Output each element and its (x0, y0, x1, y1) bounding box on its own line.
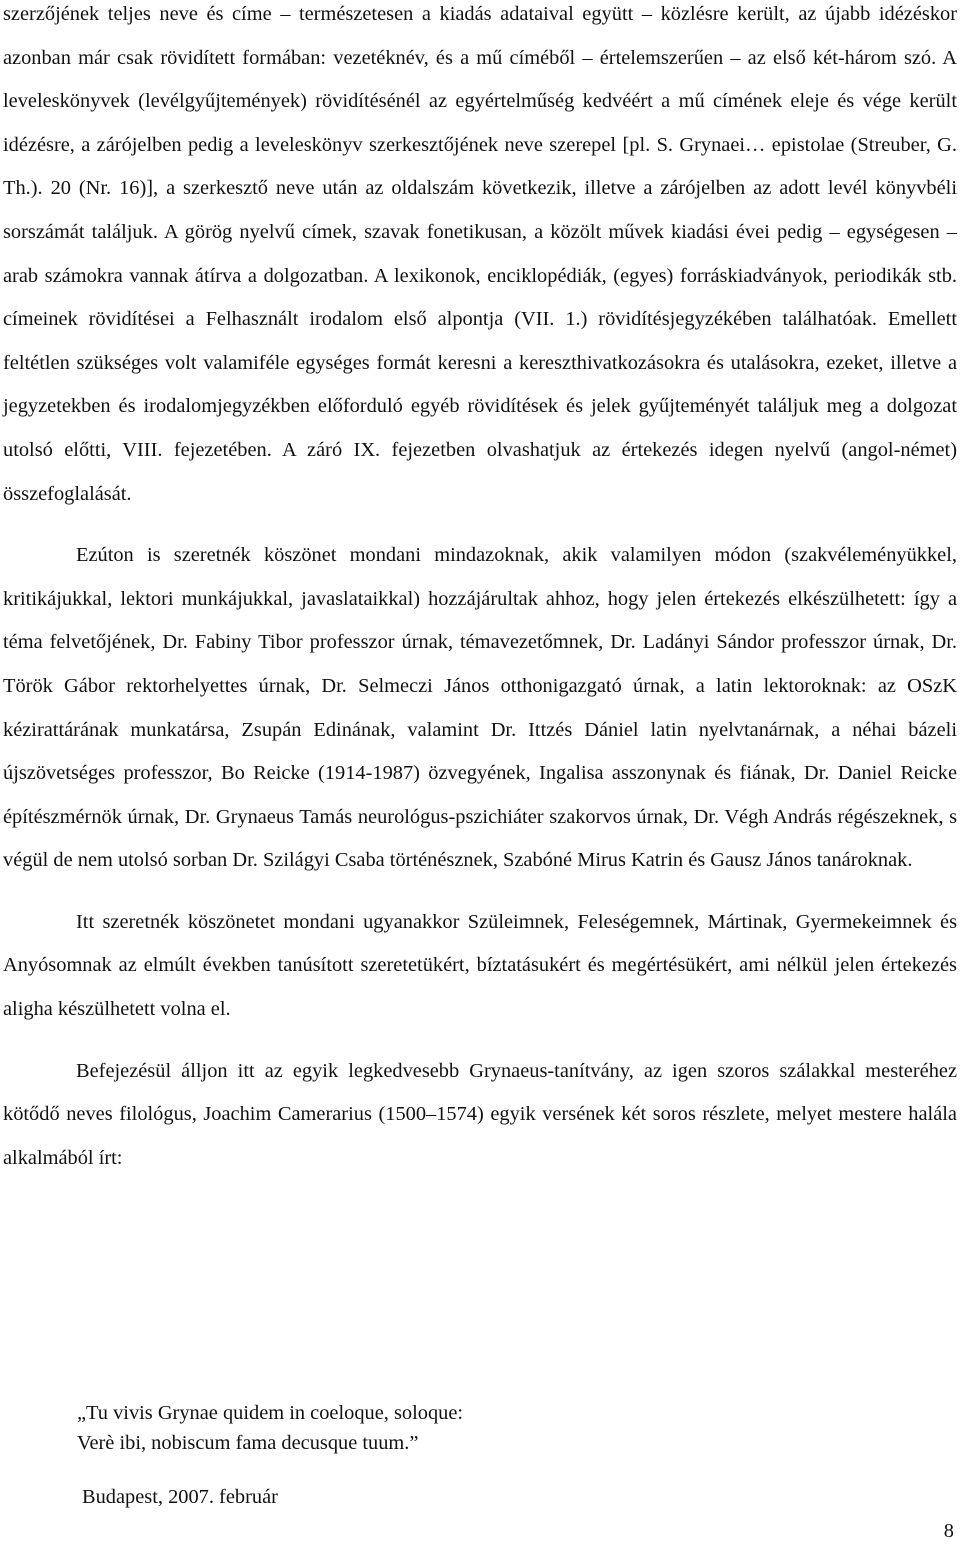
paragraph-family-thanks: Itt szeretnék köszönetet mondani ugyanakkor Szüleimnek, Feleségemnek, Mártinak, Gyermekeimnek és Anyósomnak az elmúlt években tanúsított szeretetükért, bíztatásukért és megértésükért, ami nélkül jelen értekezés aligha készülhetett volna el. (3, 910, 957, 1021)
latin-verse-quote (77, 1398, 463, 1458)
paragraph-gap (3, 516, 957, 534)
paragraph-gap (3, 883, 957, 901)
quote-line-1: „Tu vivis Grynae quidem in coeloque, soloque: (77, 1402, 464, 1424)
paragraph-closing: Befejezésül álljon itt az egyik legkedvesebb Grynaeus-tanítvány, az igen szoros szálakkal mesteréhez kötődő neves filológus, Joachim Camerarius (1500–1574) egyik versének két soros részlete, melyet mestere halála alkalmából írt: (3, 1059, 957, 1169)
paragraph-acknowledgements: Ezúton is szeretnék köszönet mondani mindazoknak, akik valamilyen módon (szakvéleményükkel, kritikájukkal, lektori munkájukkal, javaslataikkal) hozzájárultak ahhoz, hogy jelen értekezés elkészülhetett: így a téma felvetőjének, Dr. Fabiny Tibor professzor úrnak, témavezetőmnek, Dr. Ladányi Sándor professzor úrnak, Dr. Török Gábor rektorhelyettes úrnak, Dr. Selmeczi János otthonigazgató úrnak, a latin lektoroknak: az OSzK kézirattárának munkatársa, Zsupán Edinának, valamint Dr. Ittzés Dániel latin nyelvtanárnak, a néhai bázeli újszövetséges professzor, Bo Reicke (1914-1987) özvegyének, Ingalisa asszonynak és fiának, Dr. Daniel Reicke építészmérnök úrnak, Dr. Grynaeus Tamás neurológus-pszichiáter szakorvos úrnak, Dr. Végh András régészeknek, s végül de nem utolsó sorban Dr. Szilágyi Csaba történésznek, Szabóné Mirus Katrin és Gausz János tanároknak. (3, 544, 957, 872)
paragraph-gap (3, 1032, 957, 1050)
place-and-date: Budapest, 2007. február (82, 1486, 278, 1508)
page-number: 8 (943, 1520, 954, 1542)
document-body (3, 0, 957, 1180)
paragraph-abbreviations: szerzőjének teljes neve és címe – természetesen a kiadás adataival együtt – közlésre került, az újabb idézéskor azonban már csak rövidített formában: vezetéknév, és a mű címéből – értelemszerűen – az első két-három szó. A leveleskönyvek (levélgyűjtemények) rövidítésénél az egyértelműség kedvéért a mű címének eleje és vége került idézésre, a zárójelben pedig a leveleskönyv szerkesztőjének neve szerepel [pl. S. Grynaei… epistolae (Streuber, G. Th.). 20 (Nr. 16)], a szerkesztő neve után az oldalszám következik, illetve a zárójelben az adott levél könyvbéli sorszámát találjuk. A görög nyelvű címek, szavak fonetikusan, a közölt művek kiadási évei pedig – egységesen – arab számokra vannak átírva a dolgozatban. A lexikonok, enciklopédiák, (egyes) forráskiadványok, periodikák stb. címeinek rövidítései a Felhasznált irodalom első alpontja (VII. 1.) rövidítésjegyzékében találhatóak. Emellett feltétlen szükséges volt valamiféle egységes formát keresni a kereszthivatkozásokra és utalásokra, ezeket, illetve a jegyzetekben és irodalomjegyzékben előforduló egyéb rövidítések és jelek gyűjteményét találjuk meg a dolgozat utolsó előtti, VIII. fejezetében. A záró IX. fejezetben olvashatjuk az értekezés idegen nyelvű (angol-német) összefoglalását. (3, 3, 957, 505)
quote-line-2: Verè ibi, nobiscum fama decusque tuum.” (77, 1432, 419, 1454)
